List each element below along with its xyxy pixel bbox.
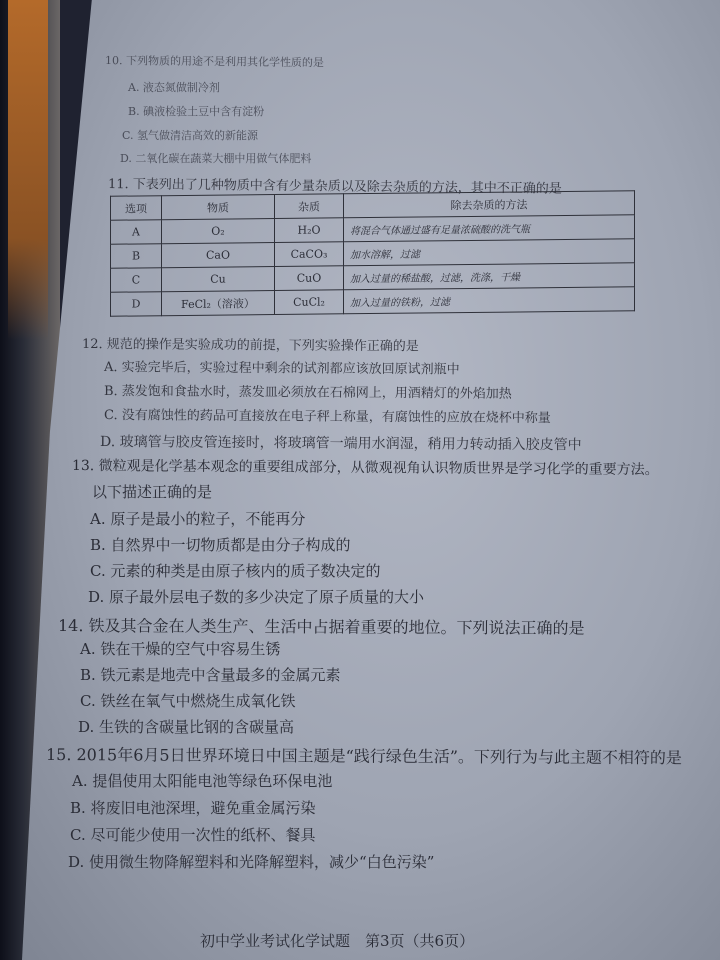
q11-stem: 11. 下表列出了几种物质中含有少量杂质以及除去杂质的方法，其中不正确的是 (107, 177, 562, 197)
q13-stem: 13. 微粒观是化学基本观念的重要组成部分，从微观视角认识物质世界是学习化学的重要方法。 (71, 458, 659, 479)
q10-option-d: D. 二氧化碳在蔬菜大棚中用做气体肥料 (120, 152, 312, 165)
q14-option-c: C. 铁丝在氧气中燃烧生成氧化铁 (80, 692, 296, 710)
q13-option-d: D. 原子最外层电子数的多少决定了原子质量的大小 (88, 588, 425, 606)
table-cell: CaCO₃ (275, 242, 344, 267)
table-cell: O₂ (162, 219, 275, 244)
q12-option-d: D. 玻璃管与胶皮管连接时，将玻璃管一端用水润湿，稍用力转动插入胶皮管中 (99, 434, 582, 454)
q14-stem: 14. 铁及其合金在人类生产、生活中占据着重要的地位。下列说法正确的是 (57, 616, 585, 638)
table-cell: Cu (162, 267, 275, 292)
q10-stem: 10. 下列物质的用途不是利用其化学性质的是 (104, 54, 325, 70)
q12-option-b: B. 蒸发饱和食盐水时，蒸发皿必须放在石棉网上，用酒精灯的外焰加热 (103, 384, 512, 402)
table-cell: FeCl₂（溶液） (162, 291, 275, 316)
q15-option-b: B. 将废旧电池深埋，避免重金属污染 (70, 799, 316, 817)
q10-option-a: A. 液态氮做制冷剂 (128, 81, 220, 94)
table-cell: C (111, 268, 162, 293)
table-cell: CaO (162, 243, 275, 268)
impurity-table (110, 190, 635, 316)
q13-stem-continued: 以下描述正确的是 (92, 483, 213, 501)
page-footer: 初中学业考试化学试题 第3页（共6页） (200, 932, 475, 950)
table-cell: D (111, 292, 162, 317)
table-cell: 加水溶解，过滤 (344, 239, 635, 266)
table-cell: 加入过量的铁粉，过滤 (344, 287, 635, 314)
q12-option-a: A. 实验完毕后，实验过程中剩余的试剂都应该放回原试剂瓶中 (103, 360, 460, 378)
q14-option-a: A. 铁在干燥的空气中容易生锈 (80, 640, 281, 658)
table-cell: CuO (275, 266, 344, 291)
table-row (111, 287, 635, 316)
q10-option-b: B. 碘液检验土豆中含有淀粉 (128, 105, 265, 118)
q15-option-d: D. 使用微生物降解塑料和光降解塑料，减少“白色污染” (68, 853, 435, 871)
table-header-cell: 物质 (162, 195, 275, 220)
q14-option-d: D. 生铁的含碳量比钢的含碳量高 (78, 718, 295, 736)
table-header-cell: 杂质 (275, 194, 344, 219)
table-cell: CuCl₂ (275, 290, 344, 315)
q10-option-c: C. 氢气做清洁高效的新能源 (122, 129, 259, 142)
q13-option-a: A. 原子是最小的粒子，不能再分 (90, 510, 306, 528)
table-cell: 加入过量的稀盐酸，过滤，洗涤，干燥 (344, 263, 635, 290)
table-cell: A (111, 220, 162, 245)
table-cell: 将混合气体通过盛有足量浓硫酸的洗气瓶 (344, 215, 635, 242)
q15-option-a: A. 提倡使用太阳能电池等绿色环保电池 (72, 772, 333, 790)
table-header-cell: 选项 (111, 196, 162, 221)
q13-option-b: B. 自然界中一切物质都是由分子构成的 (90, 536, 351, 554)
q12-stem: 12. 规范的操作是实验成功的前提，下列实验操作正确的是 (81, 337, 419, 355)
q15-option-c: C. 尽可能少使用一次性的纸杯、餐具 (70, 826, 316, 844)
q14-option-b: B. 铁元素是地壳中含量最多的金属元素 (80, 666, 341, 684)
q13-option-c: C. 元素的种类是由原子核内的质子数决定的 (90, 562, 381, 580)
background-object (8, 0, 48, 340)
table-cell: B (111, 244, 162, 269)
q12-option-c: C. 没有腐蚀性的药品可直接放在电子秤上称量，有腐蚀性的应放在烧杯中称量 (103, 408, 551, 427)
table-cell: H₂O (275, 218, 344, 243)
table-header-cell: 除去杂质的方法 (344, 191, 635, 218)
q15-stem: 15. 2015年6月5日世界环境日中国主题是“践行绿色生活”。下列行为与此主题不相符的是 (45, 745, 683, 768)
